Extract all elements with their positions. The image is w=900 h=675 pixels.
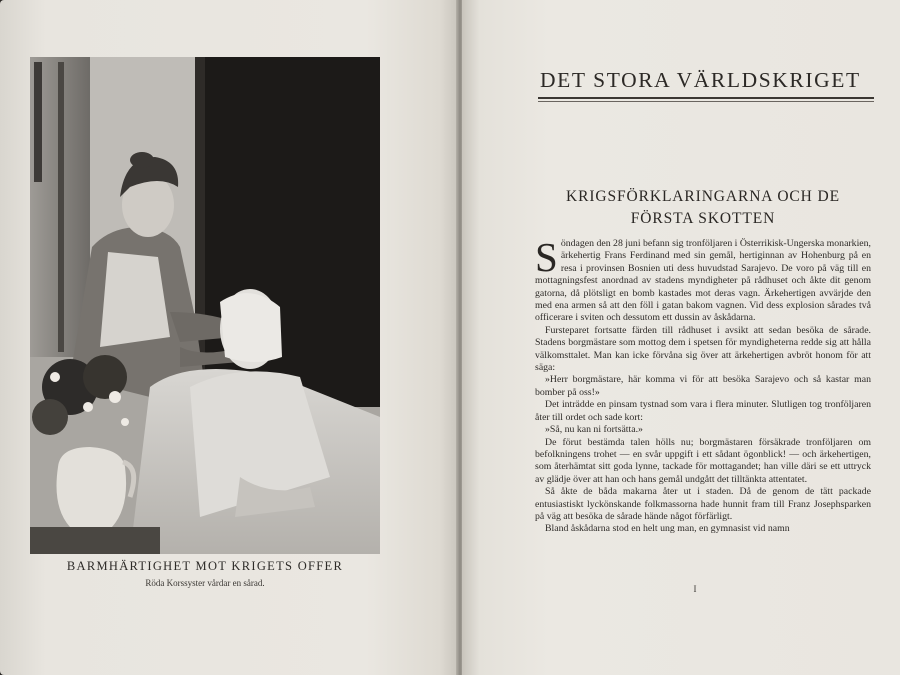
paragraph-7: Så åkte de båda makarna åter ut i staden. Då de genom de tätt packade entusiastiskt lyckönskande folkmassorna hade hunnit fram till Franz Josephsparken på väg att besöka de sårade hände något förfärligt. bbox=[535, 486, 871, 522]
running-head: DET STORA VÄRLDSKRIGET bbox=[540, 68, 861, 92]
running-head-rule-thin bbox=[538, 101, 874, 102]
page-number: I bbox=[693, 584, 697, 594]
paragraph-2: Fursteparet fortsatte färden till rådhuset i avsikt att sedan besöka de sårade. Stadens borgmästare som mottog dem i spetsen för myndigheterna redde sig att hålla välkomsttalet. Man kan icke förvåna sig över att ärkehertigen avbröt honom för att säga: bbox=[535, 324, 871, 374]
paragraph-4: Det inträdde en pinsam tystnad som vara i flera minuter. Slutligen tog tronföljaren åter till ordet och sade kort: bbox=[535, 399, 871, 423]
paragraph-1-text: öndagen den 28 juni befann sig tronföljaren i Österrikisk-Ungerska monarkien, ärkehertig Frans Ferdinand med sin gemål, hertiginnan av Hohenburg på en resa i provinsen Bosnien uti dess huvudstad Sarajevo. De voro på väg till en mottagningsfest anordnad av stadens myndigheter på rådhuset och åkte dit genom gatorna, då plötsligt en bomb kastades mot deras vagn. Ärkehertigen avvärjde den med ena armen så att den föll i gatan bakom vagnen. Vid dess explosion sårades två officerare i sviten och dessutom ett dussin av åskådarna. bbox=[535, 238, 871, 324]
nurse-photo bbox=[30, 57, 380, 554]
paragraph-3: »Herr borgmästare, här komma vi för att besöka Sarajevo och så kastar man bomber på oss!» bbox=[535, 374, 871, 398]
paragraph-8: Bland åskådarna stod en helt ung man, en gymnasist vid namn bbox=[545, 523, 790, 535]
photo-caption-title: BARMHÄRTIGHET MOT KRIGETS OFFER bbox=[66, 559, 344, 573]
nurse-tending-wounded-soldier-photo-icon bbox=[30, 57, 380, 554]
paragraph-5: »Så, nu kan ni fortsätta.» bbox=[545, 424, 643, 436]
running-head-rule bbox=[538, 97, 874, 99]
chapter-title bbox=[548, 186, 858, 230]
paragraph-6: De förut bestämda talen hölls nu; borgmästaren försäkrade tronföljaren om befolkningens trohet — en svår uppgift i ett sådant ögonblick! — och ärkehertigen, som återhämtat sitt goda lynne, tackade för mottagandet; han ville däri se ett uttryck av glädje över att han och hans gemål undgått det tilltänkta attentatet. bbox=[535, 436, 871, 485]
photo-caption-subtitle: Röda Korssyster vårdar en sårad. bbox=[145, 578, 265, 588]
drop-cap: S bbox=[535, 234, 558, 280]
body-text bbox=[535, 234, 871, 536]
chapter-title-line-2: FÖRSTA SKOTTEN bbox=[630, 210, 776, 227]
chapter-title-line-1: KRIGSFÖRKLARINGARNA OCH DE bbox=[565, 188, 840, 205]
paragraph-1 bbox=[535, 234, 871, 325]
